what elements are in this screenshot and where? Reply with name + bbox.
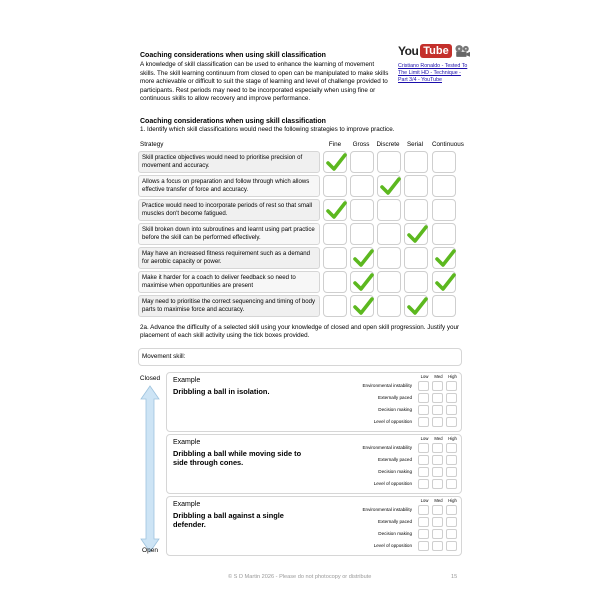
rating-checkbox-med[interactable] [432,505,443,515]
tick-box-gross[interactable] [350,271,374,293]
example-card [166,434,462,494]
scale-label-low: Low [420,374,429,379]
scale-label-high: High [448,374,457,379]
example-task: Dribbling a ball while moving side to side through cones. [173,449,302,467]
tick-box-gross[interactable] [350,223,374,245]
criterion-label: Level of opposition [373,543,412,548]
scale-label-med: Med [434,498,443,503]
rating-checkbox-high[interactable] [446,517,457,527]
rating-checkbox-low[interactable] [418,443,429,453]
check-icon [326,153,347,172]
rating-checkbox-med[interactable] [432,381,443,391]
tick-box-serial[interactable] [404,199,428,221]
criterion-label: Environmental instability [362,383,412,388]
strategy-row-text: May need to prioritise the correct sequencing and timing of body parts to maximise force and accuracy. [138,295,320,317]
tick-box-discrete[interactable] [377,175,401,197]
scale-label-low: Low [420,498,429,503]
example-label: Example [173,377,201,384]
check-icon [380,177,401,196]
rating-checkbox-high[interactable] [446,381,457,391]
strategy-row-text: Skill practice objectives would need to prioritise precision of movement and accuracy. [138,151,320,173]
example-card [166,496,462,556]
scale-label-high: High [448,436,457,441]
example-card [166,372,462,432]
criterion-label: Environmental instability [362,507,412,512]
tick-box-fine[interactable] [323,247,347,269]
rating-checkbox-high[interactable] [446,505,457,515]
tick-box-gross[interactable] [350,295,374,317]
criterion-label: Decision making [378,469,412,474]
strategy-column-label: Strategy [140,141,164,148]
intro-body: A knowledge of skill classification can be used to enhance the learning of movement skills. The skill learning continuum from closed to open can be manipulated to make skills more achievable or difficult to suit the stage of learning and level of challenge provided to participants. Rest periods may need to be incorporated especially when using fine or continuous skills to allow recovery and improve performance. [140,61,389,103]
rating-checkbox-med[interactable] [432,455,443,465]
rating-checkbox-low[interactable] [418,417,429,427]
rating-checkbox-high[interactable] [446,455,457,465]
strategy-table-header [140,141,465,150]
criterion-label: Decision making [378,407,412,412]
rating-checkbox-med[interactable] [432,417,443,427]
rating-checkbox-low[interactable] [418,541,429,551]
tick-box-gross[interactable] [350,247,374,269]
rating-checkbox-low[interactable] [418,467,429,477]
rating-checkbox-high[interactable] [446,417,457,427]
page-number: 15 [451,574,458,580]
tick-box-fine[interactable] [323,295,347,317]
strategy-row-text: Skill broken down into subroutines and learnt using part practice before the skill can be performed effectively. [138,223,320,245]
check-icon [407,297,428,316]
check-icon [435,249,456,268]
tick-box-gross[interactable] [350,175,374,197]
tick-box-gross[interactable] [350,199,374,221]
tick-box-continuous[interactable] [432,295,456,317]
column-continuous: Continuous [432,141,464,148]
copyright-notice: © S D Martin 2026 - Please do not photocopy or distribute [228,574,372,580]
tick-box-gross[interactable] [350,151,374,173]
rating-checkbox-low[interactable] [418,505,429,515]
rating-checkbox-med[interactable] [432,443,443,453]
intro-heading: Coaching considerations when using skill classification [140,52,326,59]
strategy-row-text: Make it harder for a coach to deliver feedback so need to maximise when opportunities are present [138,271,320,293]
rating-checkbox-med[interactable] [432,529,443,539]
tick-box-fine[interactable] [323,151,347,173]
tick-box-continuous[interactable] [432,151,456,173]
tick-box-continuous[interactable] [432,175,456,197]
rating-checkbox-high[interactable] [446,443,457,453]
rating-checkbox-high[interactable] [446,405,457,415]
tick-box-fine[interactable] [323,223,347,245]
youtube-logo-tube: Tube [420,44,451,58]
section1-header [140,118,465,134]
section1-heading: Coaching considerations when using skill classification [140,118,326,125]
axis-closed-label: Closed [139,375,161,382]
tick-box-continuous[interactable] [432,223,456,245]
rating-checkbox-med[interactable] [432,467,443,477]
tick-box-serial[interactable] [404,223,428,245]
tick-box-serial[interactable] [404,151,428,173]
criterion-label: Level of opposition [373,481,412,486]
criterion-label: Environmental instability [362,445,412,450]
tick-box-continuous[interactable] [432,247,456,269]
rating-checkbox-low[interactable] [418,393,429,403]
example-task: Dribbling a ball against a single defender. [173,511,284,529]
rating-checkbox-high[interactable] [446,541,457,551]
rating-checkbox-med[interactable] [432,517,443,527]
tick-box-discrete[interactable] [377,199,401,221]
video-link[interactable]: Cristiano Ronaldo - Tested To The Limit HD - Technique - Part 3/4 - YouTube [398,63,468,83]
example-label: Example [173,439,201,446]
tick-box-fine[interactable] [323,175,347,197]
strategy-row-text: Practice would need to incorporate periods of rest so that small muscles don't become fatigued. [138,199,320,221]
tick-box-fine[interactable] [323,199,347,221]
intro-section [140,52,390,103]
movement-skill-label: Movement skill: [142,353,186,360]
tick-box-fine[interactable] [323,271,347,293]
tick-box-continuous[interactable] [432,199,456,221]
rating-checkbox-high[interactable] [446,393,457,403]
youtube-logo[interactable] [398,42,470,60]
strategy-row-text: Allows a focus on preparation and follow through which allows effective transfer of force and accuracy. [138,175,320,197]
check-icon [326,201,347,220]
scale-label-med: Med [434,436,443,441]
tick-box-discrete[interactable] [377,247,401,269]
column-gross: Gross [352,141,370,148]
double-arrow-icon [140,385,160,553]
rating-checkbox-med[interactable] [432,541,443,551]
criterion-label: Level of opposition [373,419,412,424]
scale-label-med: Med [434,374,443,379]
check-icon [353,249,374,268]
rating-checkbox-low[interactable] [418,381,429,391]
rating-checkbox-med[interactable] [432,393,443,403]
rating-checkbox-low[interactable] [418,479,429,489]
scale-label-high: High [448,498,457,503]
movement-skill-field[interactable] [138,348,462,366]
column-serial: Serial [406,141,424,148]
strategy-row-text: May have an increased fitness requirement such as a demand for aerobic capacity or power. [138,247,320,269]
example-label: Example [173,501,201,508]
tick-box-continuous[interactable] [432,271,456,293]
tick-box-discrete[interactable] [377,271,401,293]
scale-label-low: Low [420,436,429,441]
check-icon [407,225,428,244]
tick-box-discrete[interactable] [377,151,401,173]
check-icon [435,273,456,292]
rating-checkbox-low[interactable] [418,517,429,527]
criterion-label: Externally paced [378,519,412,524]
example-task: Dribbling a ball in isolation. [173,387,270,396]
criterion-label: Externally paced [378,457,412,462]
check-icon [353,273,374,292]
tick-box-serial[interactable] [404,295,428,317]
criterion-label: Externally paced [378,395,412,400]
rating-checkbox-med[interactable] [432,479,443,489]
tick-box-serial[interactable] [404,247,428,269]
tick-box-discrete[interactable] [377,295,401,317]
check-icon [353,297,374,316]
video-link-block[interactable] [398,42,470,84]
column-fine: Fine [328,141,342,148]
tick-box-serial[interactable] [404,271,428,293]
criterion-label: Decision making [378,531,412,536]
rating-checkbox-med[interactable] [432,405,443,415]
rating-checkbox-low[interactable] [418,529,429,539]
section1-instruction: 1. Identify which skill classifications would need the following strategies to improve practice. [140,126,395,134]
film-reel-icon [454,42,470,60]
tick-box-serial[interactable] [404,175,428,197]
youtube-logo-you: You [398,44,419,58]
column-discrete: Discrete [376,141,400,148]
rating-checkbox-low[interactable] [418,405,429,415]
axis-open-label: Open [142,547,158,554]
section2-instruction: 2a. Advance the difficulty of a selected skill using your knowledge of closed and open skill progression. Justify your placement of each skill activity using the tick boxes provided. [140,324,460,340]
rating-checkbox-low[interactable] [418,455,429,465]
tick-box-discrete[interactable] [377,223,401,245]
rating-checkbox-high[interactable] [446,529,457,539]
rating-checkbox-high[interactable] [446,479,457,489]
rating-checkbox-high[interactable] [446,467,457,477]
closed-open-continuum [138,375,162,560]
